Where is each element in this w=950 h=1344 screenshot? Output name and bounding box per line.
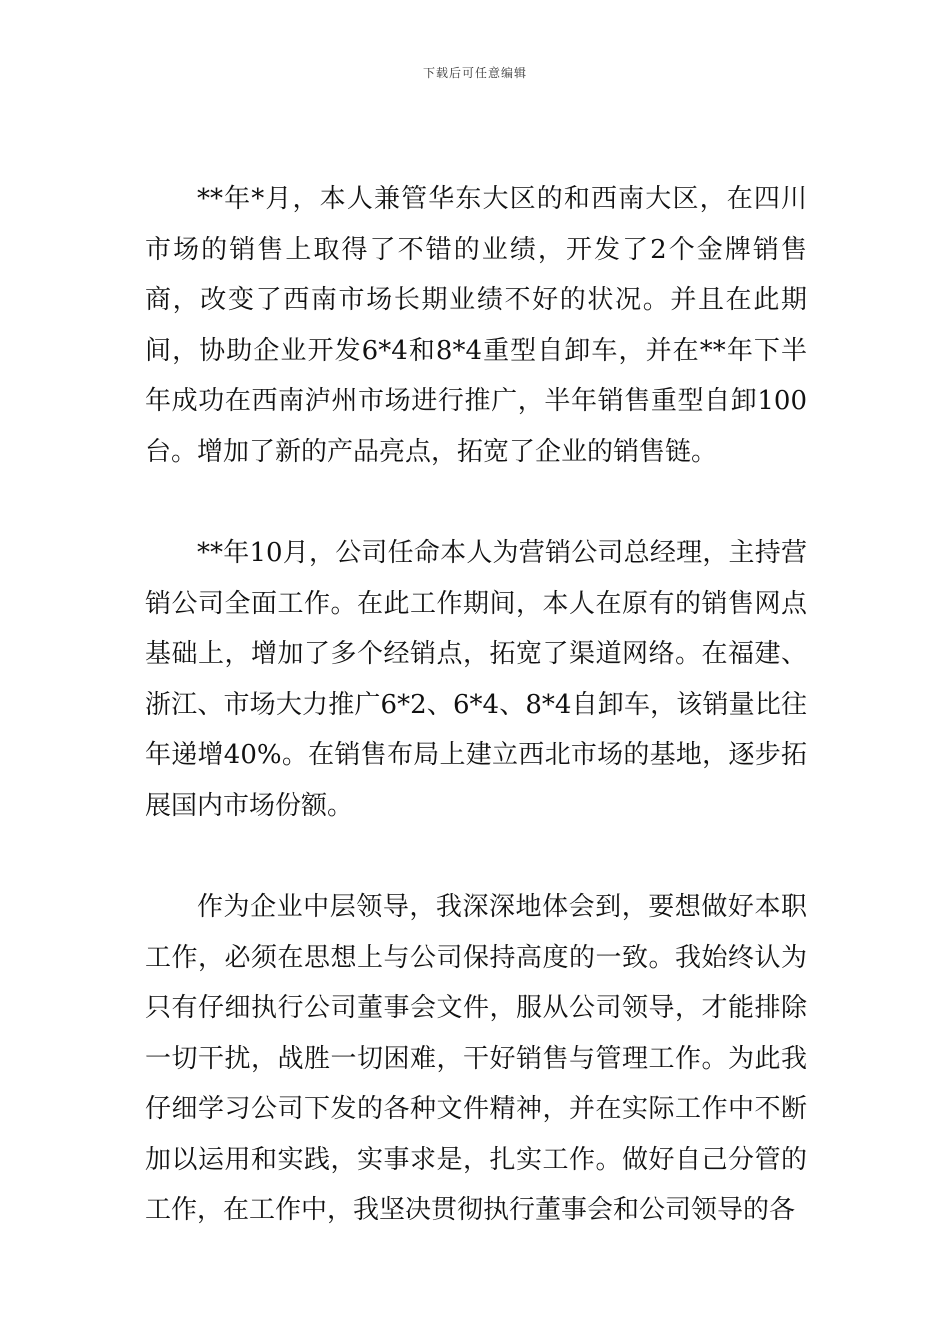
paragraph-1-container (145, 174, 807, 477)
paragraph-1: **年*月，本人兼管华东大区的和西南大区，在四川市场的销售上取得了不错的业绩，开发了2个金牌销售商，改变了西南市场长期业绩不好的状况。并且在此期间，协助企业开发6*4和8*4重型自卸车，并在**年下半年成功在西南泸州市场进行推广，半年销售重型自卸100台。增加了新的产品亮点，拓宽了企业的销售链。 (145, 184, 807, 467)
paragraph-2-container (145, 528, 807, 831)
paragraph-3: 作为企业中层领导，我深深地体会到，要想做好本职工作，必须在思想上与公司保持高度的一致。我始终认为只有仔细执行公司董事会文件，服从公司领导，才能排除一切干扰，战胜一切困难，干好销售与管理工作。为此我仔细学习公司下发的各种文件精神，并在实际工作中不断加以运用和实践，实事求是，扎实工作。做好自己分管的工作，在工作中，我坚决贯彻执行董事会和公司领导的各 (145, 892, 807, 1225)
paragraph-2: **年10月，公司任命本人为营销公司总经理，主持营销公司全面工作。在此工作期间，本人在原有的销售网点基础上，增加了多个经销点，拓宽了渠道网络。在福建、浙江、市场大力推广6*2、6*4、8*4自卸车，该销量比往年递增40%。在销售布局上建立西北市场的基地，逐步拓展国内市场份额。 (145, 538, 807, 821)
paragraph-3-container (145, 882, 807, 1236)
page-header: 下载后可任意编辑 (422, 66, 527, 80)
